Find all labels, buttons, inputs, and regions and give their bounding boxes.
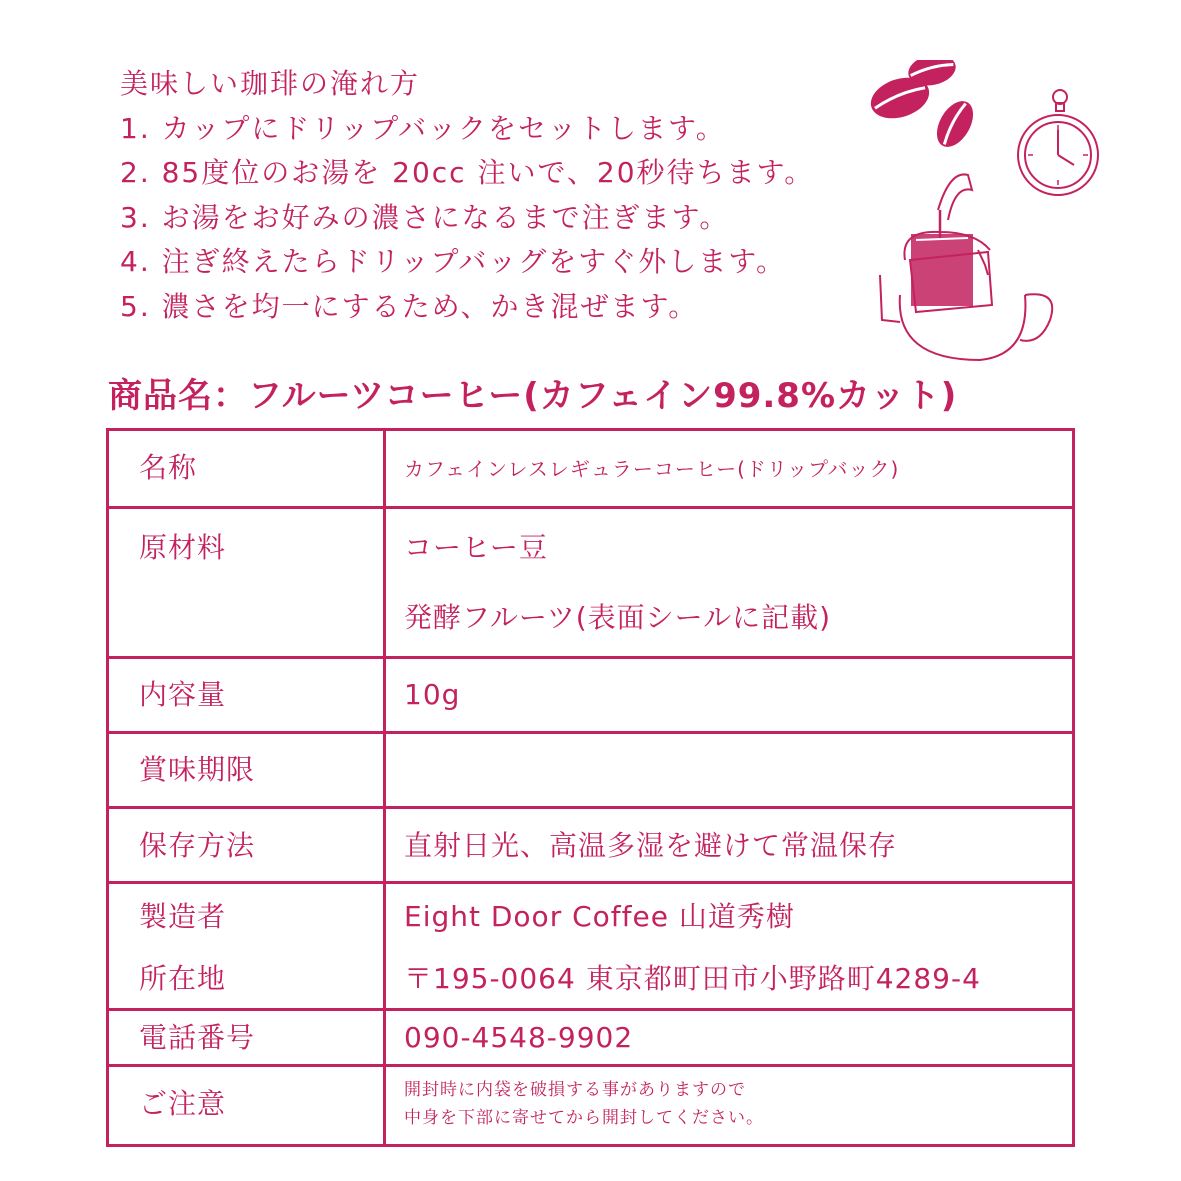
table-row bbox=[108, 733, 1074, 808]
brewing-instructions bbox=[120, 62, 814, 329]
pocket-watch-icon bbox=[1018, 90, 1098, 195]
product-name: 商品名：フルーツコーヒー(カフェイン99.8%カット) bbox=[108, 376, 958, 416]
address-value: 〒195-0064 東京都町田市小野路町4289-4 bbox=[404, 962, 981, 995]
best-before-label: 賞味期限 bbox=[139, 753, 256, 786]
table-row bbox=[108, 658, 1074, 733]
ingredients-label: 原材料 bbox=[139, 531, 227, 564]
content-value: 10g bbox=[404, 678, 461, 711]
table-row bbox=[108, 808, 1074, 883]
ingredients-value-1: コーヒー豆 bbox=[404, 531, 548, 564]
name-label: 名称 bbox=[139, 451, 198, 484]
coffee-bean-icon bbox=[930, 95, 981, 153]
storage-value: 直射日光、高温多湿を避けて常温保存 bbox=[404, 829, 898, 862]
name-value: カフェインレスレギュラーコーヒー(ドリップバック) bbox=[404, 457, 900, 481]
caution-line-2: 中身を下部に寄せてから開封してください。 bbox=[404, 1108, 764, 1128]
instruction-step-1: 1. カップにドリップバックをセットします。 bbox=[120, 111, 726, 145]
instructions-title: 美味しい珈琲の淹れ方 bbox=[120, 67, 421, 100]
caution-label: ご注意 bbox=[139, 1087, 227, 1120]
table-row bbox=[108, 430, 1074, 508]
phone-label: 電話番号 bbox=[139, 1021, 256, 1054]
caution-line-1: 開封時に内袋を破損する事がありますので bbox=[404, 1080, 746, 1100]
table-row bbox=[108, 1010, 1074, 1066]
address-label: 所在地 bbox=[139, 962, 227, 995]
table-row bbox=[108, 883, 1074, 1010]
instruction-step-5: 5. 濃さを均一にするため、かき混ぜます。 bbox=[120, 289, 699, 323]
storage-label: 保存方法 bbox=[139, 829, 256, 862]
table-row bbox=[108, 508, 1074, 658]
coffee-illustration bbox=[860, 60, 1100, 370]
table-row bbox=[108, 1066, 1074, 1146]
instruction-step-3: 3. お湯をお好みの濃さになるまで注ぎます。 bbox=[120, 200, 730, 234]
ingredients-value-2: 発酵フルーツ(表面シールに記載) bbox=[404, 601, 832, 634]
maker-value: Eight Door Coffee 山道秀樹 bbox=[404, 900, 795, 933]
content-label: 内容量 bbox=[139, 678, 227, 711]
instruction-step-2: 2. 85度位のお湯を 20cc 注いで、20秒待ちます。 bbox=[120, 156, 815, 189]
phone-value: 090-4548-9902 bbox=[404, 1021, 634, 1054]
maker-label: 製造者 bbox=[139, 900, 227, 933]
product-info-table bbox=[106, 428, 1075, 1147]
drip-coffee-cup-icon bbox=[880, 174, 1052, 360]
instruction-step-4: 4. 注ぎ終えたらドリップバッグをすぐ外します。 bbox=[120, 245, 787, 278]
